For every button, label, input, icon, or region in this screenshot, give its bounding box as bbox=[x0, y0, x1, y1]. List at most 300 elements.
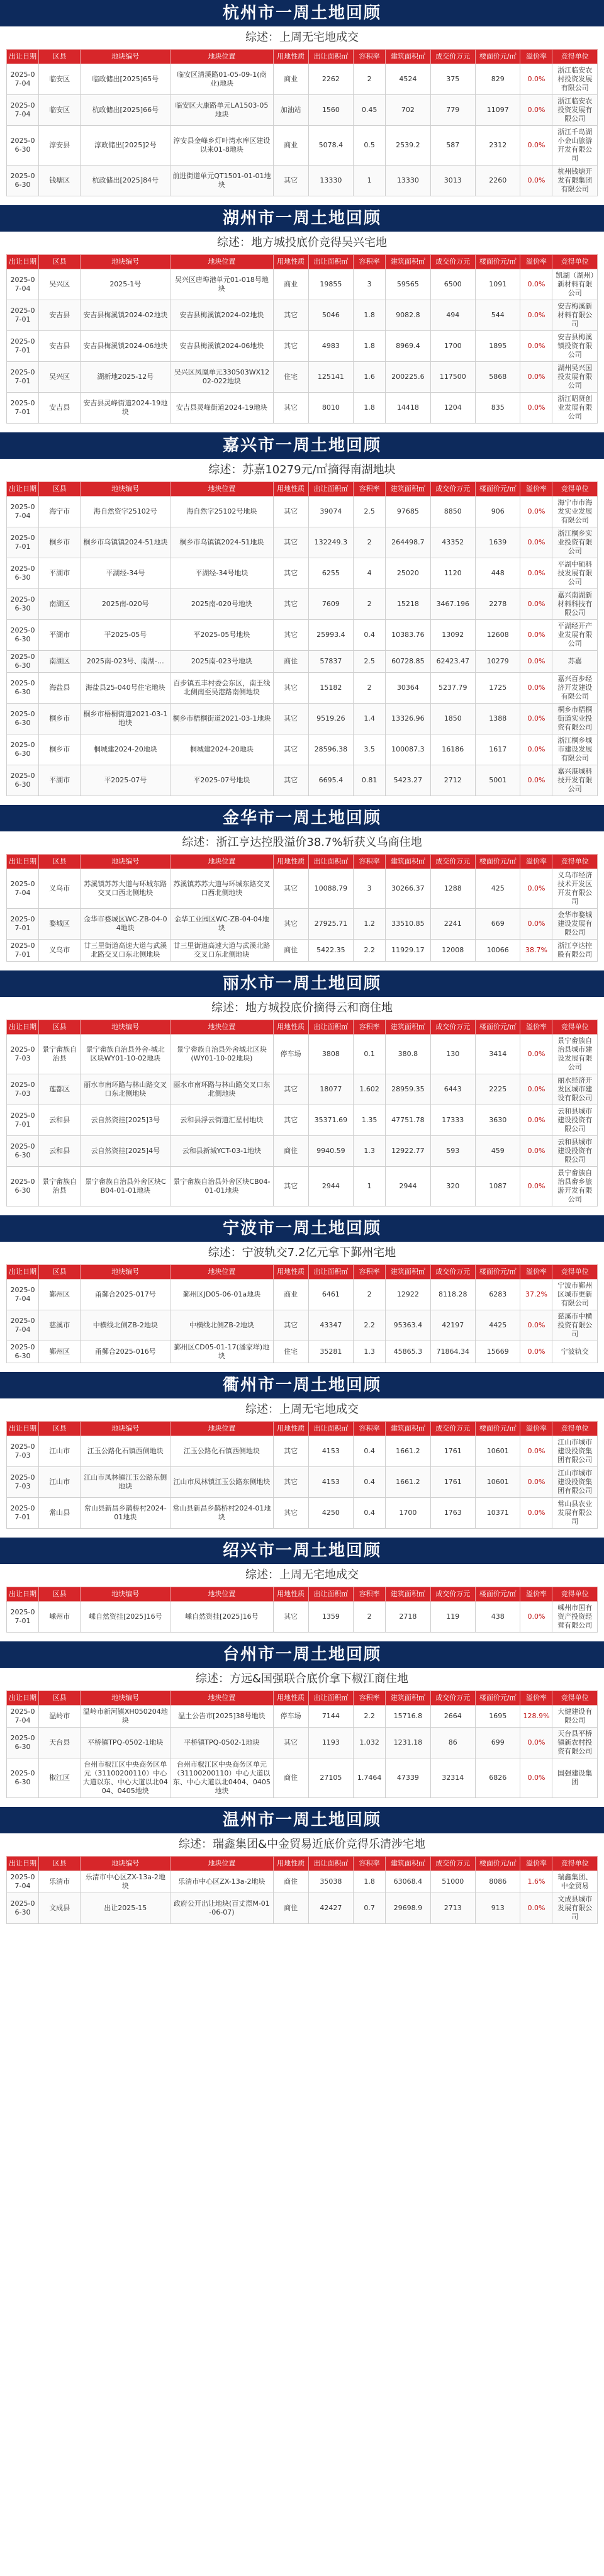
table-cell: 5423.27 bbox=[386, 765, 430, 796]
table-cell: 8969.4 bbox=[386, 331, 430, 362]
table-cell: 0.0% bbox=[520, 704, 552, 734]
table-cell: 1.2 bbox=[354, 909, 386, 940]
table-cell: 甬鄞合2025-017号 bbox=[81, 1280, 171, 1310]
column-header: 建筑面积㎡ bbox=[386, 1422, 430, 1436]
table-cell: 江玉公路化石镇西侧地块 bbox=[81, 1436, 171, 1467]
table-cell: 安吉县梅溪镇2024-02地块 bbox=[81, 300, 171, 331]
column-header: 地块位置 bbox=[171, 255, 273, 269]
table-cell: 3013 bbox=[430, 166, 475, 196]
table-cell: 平湖中硕科技发展有限公司 bbox=[552, 558, 598, 589]
table-cell: 10371 bbox=[476, 1498, 520, 1529]
table-cell: 江山市凤林镇江玉公路东侧地块 bbox=[81, 1467, 171, 1498]
table-cell: 安吉县梅溪镇2024-06地块 bbox=[171, 331, 273, 362]
column-header: 建筑面积㎡ bbox=[386, 855, 430, 869]
column-header: 用地性质 bbox=[273, 1422, 308, 1436]
table-cell: 0.0% bbox=[520, 64, 552, 95]
table-cell: 380.8 bbox=[386, 1035, 430, 1074]
table-cell: 35281 bbox=[308, 1341, 353, 1363]
table-cell: 0.0% bbox=[520, 765, 552, 796]
column-header: 楼面价元/㎡ bbox=[476, 1422, 520, 1436]
table-cell: 0.0% bbox=[520, 393, 552, 424]
table-cell: 桐乡市 bbox=[39, 527, 81, 558]
table-cell: 2.2 bbox=[354, 1706, 386, 1728]
table-cell: 913 bbox=[476, 1893, 520, 1924]
table-cell: 2 bbox=[354, 1280, 386, 1310]
table-cell: 8850 bbox=[430, 497, 475, 527]
table-row bbox=[7, 1436, 598, 1467]
column-header: 容积率 bbox=[354, 1020, 386, 1035]
column-header: 成交价万元 bbox=[430, 255, 475, 269]
table-cell: 2262 bbox=[308, 64, 353, 95]
table-cell: 1700 bbox=[386, 1498, 430, 1529]
table-cell: 1.3 bbox=[354, 1136, 386, 1167]
column-header: 出让日期 bbox=[7, 1587, 39, 1602]
table-cell: 4153 bbox=[308, 1467, 353, 1498]
column-header: 成交价万元 bbox=[430, 1691, 475, 1706]
table-cell: 0.0% bbox=[520, 589, 552, 620]
table-cell: 景宁畲族自治县外舍区块CB04-01-01地块 bbox=[171, 1167, 273, 1206]
table-cell: 6461 bbox=[308, 1280, 353, 1310]
column-header: 溢价率 bbox=[520, 482, 552, 497]
table-cell: 2025-07-01 bbox=[7, 940, 39, 962]
column-header: 区县 bbox=[39, 1422, 81, 1436]
table-cell: 2 bbox=[354, 673, 386, 704]
column-header: 出让面积㎡ bbox=[308, 1265, 353, 1280]
column-header: 建筑面积㎡ bbox=[386, 482, 430, 497]
section-title: 宁波市一周土地回顾 bbox=[0, 1215, 604, 1242]
section-summary: 综述：浙江亨达控股溢价38.7%斩获义乌商住地 bbox=[182, 836, 422, 849]
table-cell: 1617 bbox=[476, 734, 520, 765]
table-header-row bbox=[7, 1691, 598, 1706]
table-cell: 1850 bbox=[430, 704, 475, 734]
column-header: 容积率 bbox=[354, 1265, 386, 1280]
column-header: 溢价率 bbox=[520, 255, 552, 269]
table-cell: 5237.79 bbox=[430, 673, 475, 704]
table-header-row bbox=[7, 1265, 598, 1280]
table-cell: 平桥镇TPQ-0502-1地块 bbox=[171, 1728, 273, 1758]
table-cell: 钱塘区 bbox=[39, 166, 81, 196]
table-cell: 2025-07-04 bbox=[7, 64, 39, 95]
table-cell: 1193 bbox=[308, 1728, 353, 1758]
section-summary: 综述：瑞鑫集团&中金贸易近底价竞得乐清涉宅地 bbox=[178, 1838, 426, 1851]
table-cell: 金华工业园区WC-ZB-04-04地块 bbox=[171, 909, 273, 940]
column-header: 容积率 bbox=[354, 1587, 386, 1602]
table-cell: 0.0% bbox=[520, 527, 552, 558]
table-cell: 2025-07-01 bbox=[7, 909, 39, 940]
table-cell: 义乌市 bbox=[39, 940, 81, 962]
table-cell: 0.0% bbox=[520, 1105, 552, 1136]
table-cell: 嘉兴南湖新材料科技有限公司 bbox=[552, 589, 598, 620]
table-cell: 其它 bbox=[273, 1498, 308, 1529]
table-cell: 0.0% bbox=[520, 558, 552, 589]
table-cell: 安吉县灵峰街道2024-19地块 bbox=[171, 393, 273, 424]
table-row bbox=[7, 765, 598, 796]
table-cell: 其它 bbox=[273, 1074, 308, 1105]
table-cell: 江山市城市建设投资集团有限公司 bbox=[552, 1467, 598, 1498]
table-cell: 瑞鑫集团、中金贸易 bbox=[552, 1871, 598, 1893]
table-cell: 2025南-023号地块 bbox=[171, 651, 273, 673]
table-cell: 3630 bbox=[476, 1105, 520, 1136]
table-row bbox=[7, 651, 598, 673]
table-cell: 2312 bbox=[476, 126, 520, 166]
table-cell: 丽水市南环路与林山路交叉口东北侧地块 bbox=[81, 1074, 171, 1105]
column-header: 地块编号 bbox=[81, 1587, 171, 1602]
table-cell: 2 bbox=[354, 64, 386, 95]
table-cell: 0.0% bbox=[520, 651, 552, 673]
column-header: 地块编号 bbox=[81, 255, 171, 269]
land-table bbox=[6, 49, 598, 196]
column-header: 溢价率 bbox=[520, 1691, 552, 1706]
table-cell: 安吉县灵峰街道2024-19地块 bbox=[81, 393, 171, 424]
table-cell: 文成县 bbox=[39, 1893, 81, 1924]
table-cell: 1.7464 bbox=[354, 1758, 386, 1798]
table-cell: 桐乡市梧桐街道2021-03-1地块 bbox=[81, 704, 171, 734]
column-header: 出让面积㎡ bbox=[308, 1422, 353, 1436]
column-header: 楼面价元/㎡ bbox=[476, 1265, 520, 1280]
table-cell: 3414 bbox=[476, 1035, 520, 1074]
table-cell: 2025-07-01 bbox=[7, 362, 39, 393]
land-table bbox=[6, 1690, 598, 1798]
table-cell: 出让2025-15 bbox=[81, 1893, 171, 1924]
table-row bbox=[7, 1280, 598, 1310]
city-section bbox=[0, 1641, 604, 1798]
column-header: 楼面价元/㎡ bbox=[476, 1857, 520, 1871]
table-cell: 浙江昭贤创业发展有限公司 bbox=[552, 393, 598, 424]
table-cell: 2025-06-30 bbox=[7, 1893, 39, 1924]
table-row bbox=[7, 1105, 598, 1136]
table-cell: 1661.2 bbox=[386, 1467, 430, 1498]
column-header: 地块位置 bbox=[171, 50, 273, 64]
table-row bbox=[7, 704, 598, 734]
table-cell: 安吉梅溪新材料有限公司 bbox=[552, 300, 598, 331]
table-cell: 2025-06-30 bbox=[7, 589, 39, 620]
table-cell: 文成县城市发展有限公司 bbox=[552, 1893, 598, 1924]
table-cell: 71864.34 bbox=[430, 1341, 475, 1363]
section-title: 台州市一周土地回顾 bbox=[0, 1641, 604, 1668]
table-cell: 嘉兴百步经济开发建设有限公司 bbox=[552, 673, 598, 704]
table-cell: 1700 bbox=[430, 331, 475, 362]
table-cell: 鄞州区 bbox=[39, 1280, 81, 1310]
table-cell: 10088.79 bbox=[308, 869, 353, 909]
table-cell: 11929.17 bbox=[386, 940, 430, 962]
table-cell: 商业 bbox=[273, 64, 308, 95]
table-cell: 临政储出[2025]65号 bbox=[81, 64, 171, 95]
table-cell: 景宁畲族自治县外舍城北区块(WY01-10-02地块) bbox=[171, 1035, 273, 1074]
table-cell: 0.0% bbox=[520, 1167, 552, 1206]
column-header: 地块编号 bbox=[81, 1422, 171, 1436]
table-cell: 2025-07-03 bbox=[7, 1467, 39, 1498]
table-cell: 景宁畲族自治县外舍-城北区块WY01-10-02地块 bbox=[81, 1035, 171, 1074]
table-cell: 2025-07-04 bbox=[7, 1280, 39, 1310]
table-cell: 1.3 bbox=[354, 1341, 386, 1363]
column-header: 楼面价元/㎡ bbox=[476, 255, 520, 269]
table-cell: 平湖经开产业发展有限公司 bbox=[552, 620, 598, 651]
table-row bbox=[7, 1074, 598, 1105]
table-cell: 2025-07-04 bbox=[7, 1871, 39, 1893]
column-header: 出让日期 bbox=[7, 1422, 39, 1436]
column-header: 出让日期 bbox=[7, 50, 39, 64]
table-cell: 桐乡市梧桐街道实业投资有限公司 bbox=[552, 704, 598, 734]
table-cell: 0.0% bbox=[520, 300, 552, 331]
table-cell: 0.81 bbox=[354, 765, 386, 796]
table-cell: 其它 bbox=[273, 497, 308, 527]
table-cell: 其它 bbox=[273, 765, 308, 796]
table-cell: 1661.2 bbox=[386, 1436, 430, 1467]
table-cell: 16186 bbox=[430, 734, 475, 765]
column-header: 区县 bbox=[39, 1587, 81, 1602]
column-header: 地块位置 bbox=[171, 1587, 273, 1602]
table-row bbox=[7, 1602, 598, 1633]
table-cell: 云自然资挂[2025]4号 bbox=[81, 1136, 171, 1167]
table-cell: 6695.4 bbox=[308, 765, 353, 796]
column-header: 建筑面积㎡ bbox=[386, 1691, 430, 1706]
table-cell: 18077 bbox=[308, 1074, 353, 1105]
column-header: 竞得单位 bbox=[552, 1020, 598, 1035]
table-cell: 安吉县梅溪镇2024-02地块 bbox=[171, 300, 273, 331]
column-header: 建筑面积㎡ bbox=[386, 255, 430, 269]
table-cell: 其它 bbox=[273, 393, 308, 424]
table-cell: 15218 bbox=[386, 589, 430, 620]
column-header: 区县 bbox=[39, 255, 81, 269]
table-cell: 南湖区 bbox=[39, 651, 81, 673]
table-cell: 2025-06-30 bbox=[7, 765, 39, 796]
table-cell: 其它 bbox=[273, 909, 308, 940]
table-cell: 1.6% bbox=[520, 1871, 552, 1893]
table-cell: 商住 bbox=[273, 1871, 308, 1893]
table-cell: 2025-07-04 bbox=[7, 269, 39, 300]
table-header-row bbox=[7, 482, 598, 497]
column-header: 地块编号 bbox=[81, 50, 171, 64]
table-header-row bbox=[7, 255, 598, 269]
table-header-row bbox=[7, 50, 598, 64]
table-cell: 云和县 bbox=[39, 1105, 81, 1136]
table-cell: 6500 bbox=[430, 269, 475, 300]
table-cell: 6255 bbox=[308, 558, 353, 589]
column-header: 出让日期 bbox=[7, 255, 39, 269]
column-header: 竞得单位 bbox=[552, 1587, 598, 1602]
table-cell: 2712 bbox=[430, 765, 475, 796]
table-cell: 12008 bbox=[430, 940, 475, 962]
table-cell: 835 bbox=[476, 393, 520, 424]
table-cell: 景宁畲族自治县 bbox=[39, 1167, 81, 1206]
table-cell: 3.5 bbox=[354, 734, 386, 765]
table-cell: 1761 bbox=[430, 1436, 475, 1467]
table-cell: 0.0% bbox=[520, 1728, 552, 1758]
section-summary: 综述：上周无宅地成交 bbox=[245, 1568, 359, 1582]
table-cell: 鄞州区 bbox=[39, 1341, 81, 1363]
table-cell: 桐乡市梧桐街道2021-03-1地块 bbox=[171, 704, 273, 734]
column-header: 容积率 bbox=[354, 482, 386, 497]
table-cell: 桐乡市 bbox=[39, 734, 81, 765]
table-cell: 10383.76 bbox=[386, 620, 430, 651]
table-cell: 1.602 bbox=[354, 1074, 386, 1105]
table-cell: 温岭市 bbox=[39, 1706, 81, 1728]
table-row bbox=[7, 362, 598, 393]
table-cell: 湖州吴兴国投发展有限公司 bbox=[552, 362, 598, 393]
column-header: 楼面价元/㎡ bbox=[476, 50, 520, 64]
table-cell: 0.0% bbox=[520, 1035, 552, 1074]
table-cell: 15182 bbox=[308, 673, 353, 704]
column-header: 出让面积㎡ bbox=[308, 482, 353, 497]
column-header: 容积率 bbox=[354, 50, 386, 64]
table-cell: 57837 bbox=[308, 651, 353, 673]
column-header: 出让面积㎡ bbox=[308, 1020, 353, 1035]
table-cell: 0.45 bbox=[354, 95, 386, 126]
section-summary: 综述：宁波轨交7.2亿元拿下鄞州宅地 bbox=[208, 1246, 396, 1259]
column-header: 建筑面积㎡ bbox=[386, 50, 430, 64]
column-header: 地块位置 bbox=[171, 1857, 273, 1871]
column-header: 楼面价元/㎡ bbox=[476, 482, 520, 497]
table-cell: 廿三里街道高速大道与武溪北路交叉口东北侧地块 bbox=[81, 940, 171, 962]
table-cell: 浙江桐乡实业投资有限公司 bbox=[552, 527, 598, 558]
column-header: 出让日期 bbox=[7, 855, 39, 869]
table-cell: 13330 bbox=[386, 166, 430, 196]
table-cell: 8118.28 bbox=[430, 1280, 475, 1310]
table-cell: 829 bbox=[476, 64, 520, 95]
table-cell: 浙江千岛湖小金山旅游开发有限公司 bbox=[552, 126, 598, 166]
table-cell: 金华市婺城区WC-ZB-04-04地块 bbox=[81, 909, 171, 940]
table-cell: 临安区 bbox=[39, 64, 81, 95]
table-cell: 商业 bbox=[273, 126, 308, 166]
table-cell: 0.0% bbox=[520, 1310, 552, 1341]
table-cell: 0.0% bbox=[520, 166, 552, 196]
table-cell: 平湖经-34号地块 bbox=[171, 558, 273, 589]
table-cell: 669 bbox=[476, 909, 520, 940]
table-cell: 宁波轨交 bbox=[552, 1341, 598, 1363]
table-cell: 3 bbox=[354, 269, 386, 300]
table-row bbox=[7, 126, 598, 166]
table-cell: 2 bbox=[354, 527, 386, 558]
table-cell: 10601 bbox=[476, 1436, 520, 1467]
table-cell: 27925.71 bbox=[308, 909, 353, 940]
column-header: 出让日期 bbox=[7, 1265, 39, 1280]
table-cell: 其它 bbox=[273, 673, 308, 704]
table-cell: 0.0% bbox=[520, 869, 552, 909]
table-cell: 3808 bbox=[308, 1035, 353, 1074]
table-cell: 37.2% bbox=[520, 1280, 552, 1310]
table-cell: 10066 bbox=[476, 940, 520, 962]
table-cell: 0.0% bbox=[520, 1602, 552, 1633]
table-cell: 其它 bbox=[273, 527, 308, 558]
table-cell: 13330 bbox=[308, 166, 353, 196]
table-row bbox=[7, 734, 598, 765]
table-cell: 38.7% bbox=[520, 940, 552, 962]
table-cell: 0.0% bbox=[520, 1893, 552, 1924]
table-cell: 2025-07-01 bbox=[7, 1602, 39, 1633]
table-cell: 0.1 bbox=[354, 1035, 386, 1074]
table-row bbox=[7, 1167, 598, 1206]
table-cell: 2025-07-01 bbox=[7, 393, 39, 424]
land-table bbox=[6, 481, 598, 796]
table-cell: 吴兴区 bbox=[39, 362, 81, 393]
table-cell: 其它 bbox=[273, 331, 308, 362]
table-row bbox=[7, 673, 598, 704]
table-cell: 12922 bbox=[386, 1280, 430, 1310]
table-cell: 699 bbox=[476, 1728, 520, 1758]
table-cell: 5868 bbox=[476, 362, 520, 393]
table-cell: 平2025-05号 bbox=[81, 620, 171, 651]
column-header: 出让面积㎡ bbox=[308, 855, 353, 869]
table-header-row bbox=[7, 1422, 598, 1436]
table-cell: 264498.7 bbox=[386, 527, 430, 558]
table-cell: 0.4 bbox=[354, 620, 386, 651]
column-header: 溢价率 bbox=[520, 855, 552, 869]
table-cell: 1763 bbox=[430, 1498, 475, 1529]
table-cell: 平桥镇TPQ-0502-1地块 bbox=[81, 1728, 171, 1758]
table-cell: 平湖经-34号 bbox=[81, 558, 171, 589]
table-cell: 义乌市 bbox=[39, 869, 81, 909]
column-header: 建筑面积㎡ bbox=[386, 1020, 430, 1035]
table-cell: 13326.96 bbox=[386, 704, 430, 734]
table-cell: 7144 bbox=[308, 1706, 353, 1728]
column-header: 出让面积㎡ bbox=[308, 1857, 353, 1871]
column-header: 建筑面积㎡ bbox=[386, 1265, 430, 1280]
table-cell: 4983 bbox=[308, 331, 353, 362]
table-cell: 商住 bbox=[273, 940, 308, 962]
table-cell: 1087 bbox=[476, 1167, 520, 1206]
table-cell: 平2025-05号地块 bbox=[171, 620, 273, 651]
table-cell: 30364 bbox=[386, 673, 430, 704]
table-cell: 4153 bbox=[308, 1436, 353, 1467]
table-cell: 0.0% bbox=[520, 331, 552, 362]
table-cell: 杭政储出[2025]66号 bbox=[81, 95, 171, 126]
table-cell: 1388 bbox=[476, 704, 520, 734]
table-cell: 平湖市 bbox=[39, 558, 81, 589]
table-cell: 丽水经济开发区城市建设有限公司 bbox=[552, 1074, 598, 1105]
table-cell: 商住 bbox=[273, 651, 308, 673]
table-row bbox=[7, 1728, 598, 1758]
table-row bbox=[7, 909, 598, 940]
table-cell: 海宁市市海发实业发展有限公司 bbox=[552, 497, 598, 527]
table-cell: 63068.4 bbox=[386, 1871, 430, 1893]
table-row bbox=[7, 940, 598, 962]
table-cell: 32314 bbox=[430, 1758, 475, 1798]
table-cell: 35038 bbox=[308, 1871, 353, 1893]
table-cell: 1120 bbox=[430, 558, 475, 589]
column-header: 出让日期 bbox=[7, 482, 39, 497]
table-cell: 临安区 bbox=[39, 95, 81, 126]
column-header: 用地性质 bbox=[273, 855, 308, 869]
column-header: 楼面价元/㎡ bbox=[476, 1020, 520, 1035]
column-header: 竞得单位 bbox=[552, 1691, 598, 1706]
column-header: 溢价率 bbox=[520, 1587, 552, 1602]
table-cell: 2260 bbox=[476, 166, 520, 196]
column-header: 地块位置 bbox=[171, 482, 273, 497]
table-cell: 0.4 bbox=[354, 1467, 386, 1498]
column-header: 楼面价元/㎡ bbox=[476, 1691, 520, 1706]
table-cell: 2.5 bbox=[354, 497, 386, 527]
table-cell: 9082.8 bbox=[386, 300, 430, 331]
table-cell: 莲都区 bbox=[39, 1074, 81, 1105]
table-cell: 2025-06-30 bbox=[7, 1728, 39, 1758]
table-cell: 2025-07-03 bbox=[7, 1436, 39, 1467]
column-header: 溢价率 bbox=[520, 50, 552, 64]
table-cell: 2025-07-04 bbox=[7, 497, 39, 527]
table-cell: 0.0% bbox=[520, 1467, 552, 1498]
table-cell: 3467.196 bbox=[430, 589, 475, 620]
table-cell: 0.0% bbox=[520, 269, 552, 300]
column-header: 成交价万元 bbox=[430, 50, 475, 64]
table-cell: 12922.77 bbox=[386, 1136, 430, 1167]
table-cell: 嵊州市国有资产投资经营有限公司 bbox=[552, 1602, 598, 1633]
table-cell: 景宁畲族自治县城市建设发展有限公司 bbox=[552, 1035, 598, 1074]
table-cell: 其它 bbox=[273, 589, 308, 620]
table-cell: 江山市凤林镇江玉公路东侧地块 bbox=[171, 1467, 273, 1498]
land-table bbox=[6, 1587, 598, 1633]
table-cell: 苏溪镇苏苏大道与环城东路交叉口西北侧地块 bbox=[81, 869, 171, 909]
table-cell: 嘉兴港城科技开发有限公司 bbox=[552, 765, 598, 796]
table-cell: 10279 bbox=[476, 651, 520, 673]
